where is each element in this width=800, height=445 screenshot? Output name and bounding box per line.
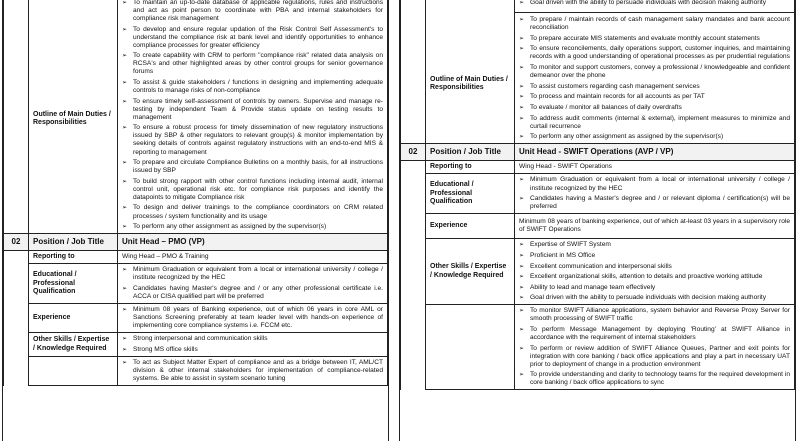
list-item: ➢ To assist & guide stakeholders / functions in designing and implementing adequate controls to manage risks of non-compliance [122, 79, 383, 95]
left-experience-num-cell [4, 304, 29, 333]
right-experience-label: Experience [426, 214, 515, 239]
right-reporting-row [401, 160, 795, 174]
list-item: ➢ To process and maintain records for all accounts as per TAT [519, 93, 790, 101]
left-position-number: 02 [4, 234, 29, 251]
left-position-label: Position / Job Title [29, 234, 118, 251]
right-column [399, 0, 796, 441]
list-item: ➢ To address audit comments (internal & external), implement measures to minimize and curtail recurrence [519, 115, 790, 131]
right-duties-list [519, 0, 790, 7]
left-education-cell [118, 264, 388, 304]
right-duties-row [401, 0, 795, 144]
list-item: ➢ To monitor SWIFT Alliance applications, system behavior and Reverse Proxy Server for smooth processing of SWIFT traffic [519, 307, 790, 323]
list-item: ➢ To provide understanding and clarity to technology teams for the required development in core banking / back office applications to sync [519, 371, 790, 387]
left-duties2-num-cell [4, 356, 29, 385]
left-experience-row [4, 304, 388, 333]
left-experience-label: Experience [29, 304, 118, 333]
right-education-list [519, 176, 790, 211]
right-experience-row [401, 214, 795, 239]
list-item: ➢ Candidates having a Master's degree and / or relevant diploma / certification(s) will be preferred [519, 195, 790, 211]
list-item: ➢ To perform any other assignment as assigned by the supervisor(s) [122, 223, 383, 231]
list-item: ➢ To perform or review addition of SWIFT Alliance Queues, Partner and exit points for integration with core banking / back office applications and play a part in necessary UAT prior to deployment of change in a production environment [519, 345, 790, 369]
left-reporting-value: Wing Head – PMO & Training [118, 250, 388, 264]
left-duties-list [122, 0, 383, 231]
list-item: ➢ To build strong rapport with other control functions including internal audit, internal control unit, operational risk etc. for compliance risk purposes and identify the datapoints to mitigate Compliance risk [122, 178, 383, 202]
right-position-title: Unit Head - SWIFT Operations (AVP / VP) [515, 144, 795, 161]
list-item: ➢ Minimum Graduation or equivalent from a local or international university / college / institute recognized by the HEC [122, 266, 383, 282]
left-job-table [3, 0, 388, 386]
column-gap [389, 0, 399, 445]
list-item: ➢ Strong MS office skills [122, 346, 383, 354]
right-education-label: Educational / Professional Qualification [426, 174, 515, 214]
list-item: ➢ To perform any other assignment as assigned by the supervisor(s) [519, 133, 790, 141]
left-experience-list [122, 306, 383, 330]
list-item: ➢ To ensure reconcilements, daily operations support, customer inquiries, and maintaining records with a good understanding of operational processes as per prudential regulations [519, 45, 790, 61]
right-duties2-list [519, 307, 790, 387]
right-skills-list [519, 241, 790, 302]
left-duties2-list [122, 359, 383, 383]
left-education-label: Educational / Professional Qualification [29, 264, 118, 304]
list-item: ➢ To maintain an up-to-date database of applicable regulations, rules and instructions and act as point person to coordinate with PBA and internal stakeholders for compliance risk management [122, 0, 383, 23]
right-position-number: 02 [401, 144, 426, 161]
list-item: ➢ To prepare and circulate Compliance Bulletins on a monthly basis, for all instructions issued by SBP [122, 159, 383, 175]
list-item: ➢ Goal driven with the ability to persuade individuals with decision making authority [519, 0, 790, 7]
left-skills-row [4, 333, 388, 357]
right-skills-num-cell [401, 239, 426, 305]
right-skills-row [401, 239, 795, 305]
right-job-table [400, 0, 795, 390]
list-item: ➢ To perform Message Management by deploying 'Routing' at SWIFT Alliance in accordance with the requirement of internal stakeholders [519, 326, 790, 342]
right-duties2-num-cell [401, 305, 426, 390]
list-item: ➢ Minimum Graduation or equivalent from a local or international university / college / institute recognized by the HEC [519, 176, 790, 192]
left-column [2, 0, 389, 441]
list-item: ➢ Excellent communication and interpersonal skills [519, 263, 790, 271]
left-duties-num-cell [4, 0, 29, 234]
inner-divider [515, 9, 794, 13]
left-education-row [4, 264, 388, 304]
left-duties2-label-cell [29, 356, 118, 385]
right-skills-label: Other Skills / Expertise / Knowledge Required [426, 239, 515, 305]
left-education-list [122, 266, 383, 301]
right-duties-list-main [519, 16, 790, 141]
left-reporting-num-cell [4, 250, 29, 264]
list-item: ➢ Ability to lead and manage team effectively [519, 284, 790, 292]
right-duties-num-cell [401, 0, 426, 144]
right-education-num-cell [401, 174, 426, 214]
list-item: ➢ To design and deliver trainings to the compliance coordinators on CRM related processes / system functionality and its usage [122, 204, 383, 220]
list-item: ➢ Proficient in MS Office [519, 252, 790, 260]
right-skills-cell [515, 239, 795, 305]
list-item: ➢ To prepare / maintain records of cash management salary mandates and bank account reconciliation [519, 16, 790, 32]
right-position-row [401, 144, 795, 161]
right-education-cell [515, 174, 795, 214]
right-position-label: Position / Job Title [426, 144, 515, 161]
list-item: ➢ Minimum 08 years of Banking experience, out of which 06 years in core AML or Sanctions Screening preferably at team leader level with hands-on experience of implementing core compliance systems i.e. FCCM etc. [122, 306, 383, 330]
left-skills-num-cell [4, 333, 29, 357]
left-reporting-label: Reporting to [29, 250, 118, 264]
left-skills-label: Other Skills / Expertise / Knowledge Required [29, 333, 118, 357]
right-duties-label: Outline of Main Duties / Responsibilities [426, 0, 515, 144]
list-item: ➢ To create capability with CRM to perform "compliance risk" related data analysis on RCSA's and other highlighted areas by other control groups for senior governance forums [122, 52, 383, 76]
list-item: ➢ To prepare accurate MIS statements and evaluate monthly account statements [519, 35, 790, 43]
left-duties-row [4, 0, 388, 234]
list-item: ➢ To develop and ensure regular updation of the Risk Control Self Assessment's to understand the compliance risk at bank level and identify opportunities to enhance compliance processes for greater efficiency [122, 26, 383, 50]
right-reporting-num-cell [401, 160, 426, 174]
list-item: ➢ To ensure a robust process for timely dissemination of new regulatory instructions issued by SBP & other regulators to relevant group(s) & monitor implementation by seeking details of controls against regulatory instructions with an end-to-end MIS & reporting to management [122, 124, 383, 156]
list-item: ➢ Expertise of SWIFT System [519, 241, 790, 249]
left-reporting-row [4, 250, 388, 264]
list-item: ➢ Excellent organizational skills, attention to details and proactive working attitude [519, 273, 790, 281]
left-position-title: Unit Head – PMO (VP) [118, 234, 388, 251]
right-duties-cell [515, 0, 795, 144]
list-item: ➢ To act as Subject Matter Expert of compliance and as a bridge between IT, AML/CT division & other internal stakeholders for implementation of compliance-related systems. Be able to assist in system scenario tuning [122, 359, 383, 383]
left-duties2-row [4, 356, 388, 385]
left-education-num-cell [4, 264, 29, 304]
right-duties2-label-cell [426, 305, 515, 390]
list-item: ➢ To ensure timely self-assessment of controls by owners. Supervise and manage re-testing by independent Team & Provide status update on testing results to management [122, 98, 383, 122]
left-duties2-cell [118, 356, 388, 385]
right-duties2-row [401, 305, 795, 390]
list-item: ➢ Candidates having Master's degree and / or any other professional certificate i.e. ACCA or CISA qualified part will be preferred [122, 285, 383, 301]
list-item: ➢ To evaluate / monitor all balances of daily overdrafts [519, 104, 790, 112]
right-duties2-cell [515, 305, 795, 390]
right-reporting-value: Wing Head - SWIFT Operations [515, 160, 795, 174]
left-duties-cell [118, 0, 388, 234]
right-experience-num-cell [401, 214, 426, 239]
right-experience-value: Minimum 08 years of banking experience, out of which at-least 03 years in a supervisory role of SWIFT Operations [515, 214, 795, 239]
list-item: ➢ To monitor and support customers, convey a professional / knowledgeable and confident demeanor over the phone [519, 64, 790, 80]
right-education-row [401, 174, 795, 214]
right-reporting-label: Reporting to [426, 160, 515, 174]
list-item: ➢ Goal driven with the ability to persuade individuals with decision making authority [519, 294, 790, 302]
list-item: ➢ Strong interpersonal and communication skills [122, 335, 383, 343]
left-skills-list [122, 335, 383, 354]
left-skills-cell [118, 333, 388, 357]
left-experience-cell [118, 304, 388, 333]
left-position-row [4, 234, 388, 251]
left-duties-label: Outline of Main Duties / Responsibilities [29, 0, 118, 234]
list-item: ➢ To assist customers regarding cash management services [519, 83, 790, 91]
